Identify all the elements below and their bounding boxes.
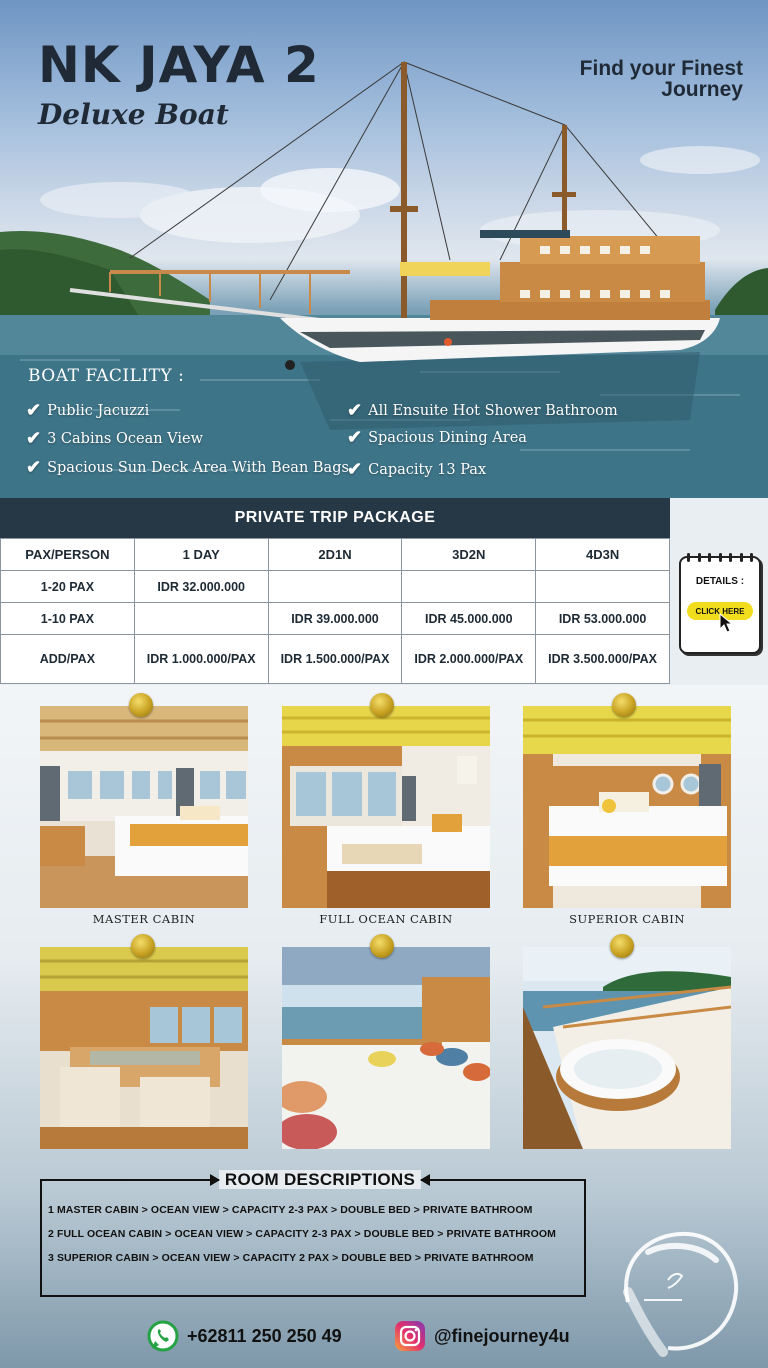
table-cell: IDR 39.000.000	[268, 603, 402, 635]
check-icon: ✔	[26, 457, 42, 478]
details-card	[679, 556, 761, 654]
table-row	[1, 635, 670, 684]
check-icon: ✔	[347, 400, 363, 421]
column-header: 4D3N	[536, 539, 670, 571]
instagram-contact[interactable]	[394, 1320, 570, 1352]
table-cell: IDR 53.000.000	[536, 603, 670, 635]
table-cell	[268, 571, 402, 603]
table-cell	[536, 571, 670, 603]
table-cell: IDR 1.500.000/PAX	[268, 635, 402, 684]
whatsapp-icon	[147, 1320, 179, 1352]
arrow-right-icon	[170, 1174, 220, 1186]
click-here-button[interactable]: CLICK HERE	[687, 602, 753, 620]
column-header: 1 DAY	[134, 539, 268, 571]
pin-icon	[129, 693, 153, 717]
facility-item: ✔ Spacious Sun Deck Area With Bean Bags	[26, 457, 349, 478]
check-icon: ✔	[26, 400, 42, 421]
instagram-icon	[394, 1320, 426, 1352]
arrow-left-icon	[420, 1174, 470, 1186]
page-subtitle: Deluxe Boat	[38, 98, 229, 131]
table-cell: IDR 32.000.000	[134, 571, 268, 603]
table-cell	[402, 571, 536, 603]
room-description-line: 1 MASTER CABIN > OCEAN VIEW > CAPACITY 2-3 PAX > DOUBLE BED > PRIVATE BATHROOM	[48, 1204, 533, 1216]
full-ocean-cabin-photo	[282, 706, 490, 908]
facility-title: BOAT FACILITY :	[28, 366, 185, 386]
cursor-icon	[718, 613, 734, 633]
details-label: DETAILS :	[695, 576, 745, 587]
fine-journey-logo	[608, 1222, 748, 1362]
table-cell: IDR 2.000.000/PAX	[402, 635, 536, 684]
cabin-label: FULL OCEAN CABIN	[319, 912, 453, 926]
table-cell: IDR 45.000.000	[402, 603, 536, 635]
pin-icon	[370, 934, 394, 958]
table-cell: ADD/PAX	[1, 635, 135, 684]
table-cell: IDR 3.500.000/PAX	[536, 635, 670, 684]
tagline: Find your Finest Journey	[579, 57, 743, 101]
table-row	[1, 571, 670, 603]
facility-item: ✔ 3 Cabins Ocean View	[26, 428, 204, 449]
binder-rings	[687, 553, 753, 562]
master-cabin-photo	[40, 706, 248, 908]
pin-icon	[612, 693, 636, 717]
pin-icon	[370, 693, 394, 717]
check-icon: ✔	[26, 428, 42, 449]
room-descriptions-title: ROOM DESCRIPTIONS	[0, 1170, 640, 1190]
cabin-label: SUPERIOR CABIN	[569, 912, 685, 926]
price-table	[0, 538, 670, 684]
check-icon: ✔	[347, 427, 363, 448]
hero-banner	[0, 0, 768, 498]
jacuzzi-photo	[523, 947, 731, 1149]
page-title: NK JAYA 2	[38, 36, 320, 94]
superior-cabin-photo	[523, 706, 731, 908]
cabin-label: MASTER CABIN	[92, 912, 196, 926]
phone-number: +62811 250 250 49	[187, 1325, 342, 1346]
facility-item: ✔ Spacious Dining Area	[347, 427, 527, 448]
phone-contact[interactable]	[147, 1320, 342, 1352]
facility-item: ✔ Public Jacuzzi	[26, 400, 150, 421]
table-cell: IDR 1.000.000/PAX	[134, 635, 268, 684]
table-cell	[134, 603, 268, 635]
room-description-line: 2 FULL OCEAN CABIN > OCEAN VIEW > CAPACITY 2-3 PAX > DOUBLE BED > PRIVATE BATHROOM	[48, 1228, 556, 1240]
room-description-line: 3 SUPERIOR CABIN > OCEAN VIEW > CAPACITY 2 PAX > DOUBLE BED > PRIVATE BATHROOM	[48, 1252, 534, 1264]
pin-icon	[610, 934, 634, 958]
price-table-section	[0, 498, 670, 684]
sun-deck-photo	[282, 947, 490, 1149]
facility-item: ✔ All Ensuite Hot Shower Bathroom	[347, 400, 618, 421]
table-cell: 1-20 PAX	[1, 571, 135, 603]
table-header-row	[1, 539, 670, 571]
facility-item: ✔ Capacity 13 Pax	[347, 459, 487, 480]
column-header: PAX/PERSON	[1, 539, 135, 571]
column-header: 3D2N	[402, 539, 536, 571]
check-icon: ✔	[347, 459, 363, 480]
table-row	[1, 603, 670, 635]
price-table-title: PRIVATE TRIP PACKAGE	[0, 498, 670, 538]
pin-icon	[131, 934, 155, 958]
instagram-handle: @finejourney4u	[434, 1325, 570, 1346]
dining-area-photo	[40, 947, 248, 1149]
facility-list	[0, 0, 768, 498]
table-cell: 1-10 PAX	[1, 603, 135, 635]
column-header: 2D1N	[268, 539, 402, 571]
